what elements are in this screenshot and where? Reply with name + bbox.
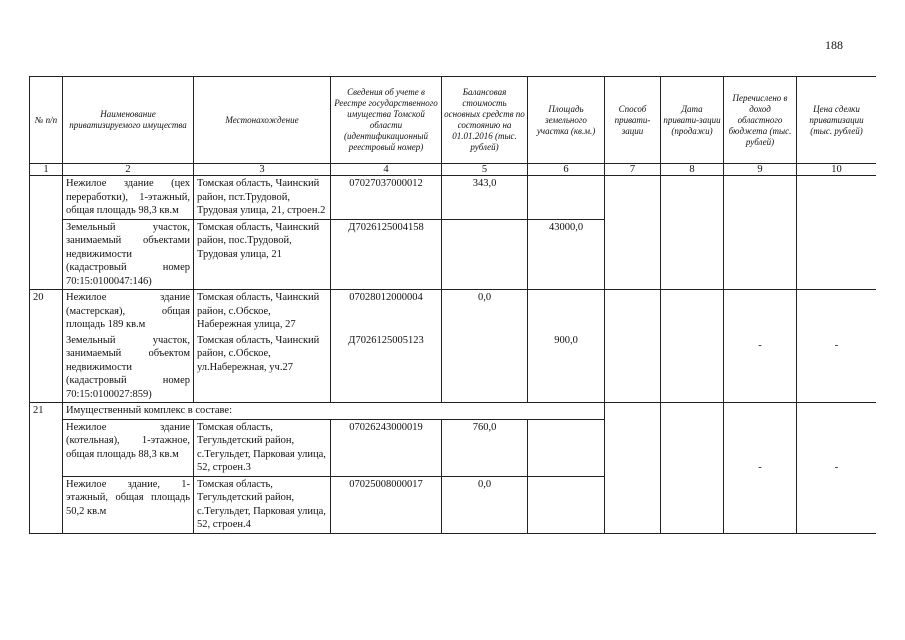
property-location: Томская область, Тегульдетский район, с.Тегульдет, Парковая улица, 52, строен.3 [194, 419, 331, 476]
property-name: Нежилое здание (цех переработки), 1-этажный, общая площадь 98,3 кв.м [63, 176, 194, 220]
registry-number: Д7026125005123 [331, 333, 442, 403]
header-transferred: Перечислено в доход областного бюджета (тыс. рублей) [724, 77, 797, 164]
row-number: 20 [30, 290, 63, 403]
land-area: 43000,0 [528, 219, 605, 290]
registry-number: 07025008000017 [331, 476, 442, 533]
transferred-amount [724, 176, 797, 290]
privatization-date [661, 403, 724, 534]
privatization-table-container [29, 76, 876, 564]
group-title: Имущественный комплекс в составе: [63, 403, 605, 420]
property-name: Нежилое здание, 1-этажный, общая площадь 50,2 кв.м [63, 476, 194, 533]
header-date: Дата привати-зации (продажи) [661, 77, 724, 164]
header-method: Способ привати-зации [605, 77, 661, 164]
privatization-method [605, 176, 661, 290]
property-name: Земельный участок, занимаемый объектом недвижимости (кадастровый номер 70:15:0100027:859) [63, 333, 194, 403]
balance-value [442, 333, 528, 403]
column-number: 2 [63, 164, 194, 176]
property-location: Томская область, Чаинский район, пос.Трудовой, Трудовая улица, 21 [194, 219, 331, 290]
header-balance: Балансовая стоимость основных средств по состоянию на 01.01.2016 (тыс. рублей) [442, 77, 528, 164]
row-number: 21 [30, 403, 63, 534]
land-area [528, 176, 605, 220]
property-location: Томская область, Чаинский район, с.Обское, ул.Набережная, уч.27 [194, 333, 331, 403]
transferred-amount: - [724, 403, 797, 534]
privatization-date [661, 176, 724, 290]
column-number: 1 [30, 164, 63, 176]
balance-value: 760,0 [442, 419, 528, 476]
column-number: 4 [331, 164, 442, 176]
transferred-amount: - [724, 290, 797, 403]
header-num: № п/п [30, 77, 63, 164]
balance-value [442, 219, 528, 290]
property-name: Земельный участок, занимаемый объектами недвижимости (кадастровый номер 70:15:0100047:146) [63, 219, 194, 290]
privatization-date [661, 290, 724, 403]
column-number: 3 [194, 164, 331, 176]
land-area [528, 419, 605, 476]
registry-number: 07026243000019 [331, 419, 442, 476]
property-name: Нежилое здание (котельная), 1-этажное, общая площадь 88,3 кв.м [63, 419, 194, 476]
deal-price: - [797, 290, 877, 403]
privatization-table [29, 76, 876, 534]
registry-number: Д7026125004158 [331, 219, 442, 290]
balance-value: 343,0 [442, 176, 528, 220]
property-location: Томская область, Чаинский район, пст.Трудовой, Трудовая улица, 21, строен.2 [194, 176, 331, 220]
table-row [30, 290, 877, 333]
header-price: Цена сделки приватизации (тыс. рублей) [797, 77, 877, 164]
property-location: Томская область, Тегульдетский район, с.Тегульдет, Парковая улица, 52, строен.4 [194, 476, 331, 533]
column-number: 5 [442, 164, 528, 176]
header-area: Площадь земельного участка (кв.м.) [528, 77, 605, 164]
column-number-row [30, 164, 877, 176]
header-row [30, 77, 877, 164]
land-area: 900,0 [528, 333, 605, 403]
deal-price [797, 176, 877, 290]
row-number-cell [30, 176, 63, 290]
table-row [30, 176, 877, 220]
property-location: Томская область, Чаинский район, с.Обское, Набережная улица, 27 [194, 290, 331, 333]
column-number: 8 [661, 164, 724, 176]
column-number: 9 [724, 164, 797, 176]
property-name: Нежилое здание (мастерская), общая площадь 189 кв.м [63, 290, 194, 333]
registry-number: 07028012000004 [331, 290, 442, 333]
page-number: 188 [825, 38, 843, 52]
column-number: 7 [605, 164, 661, 176]
registry-number: 07027037000012 [331, 176, 442, 220]
privatization-method [605, 403, 661, 534]
privatization-method [605, 290, 661, 403]
land-area [528, 476, 605, 533]
land-area [528, 290, 605, 333]
balance-value: 0,0 [442, 476, 528, 533]
table-row [30, 403, 877, 420]
balance-value: 0,0 [442, 290, 528, 333]
header-location: Местонахождение [194, 77, 331, 164]
header-name: Наименование приватизируемого имущества [63, 77, 194, 164]
header-registry: Сведения об учете в Реестре государственного имущества Томской области (идентификационный реестровый номер) [331, 77, 442, 164]
column-number: 10 [797, 164, 877, 176]
column-number: 6 [528, 164, 605, 176]
deal-price: - [797, 403, 877, 534]
